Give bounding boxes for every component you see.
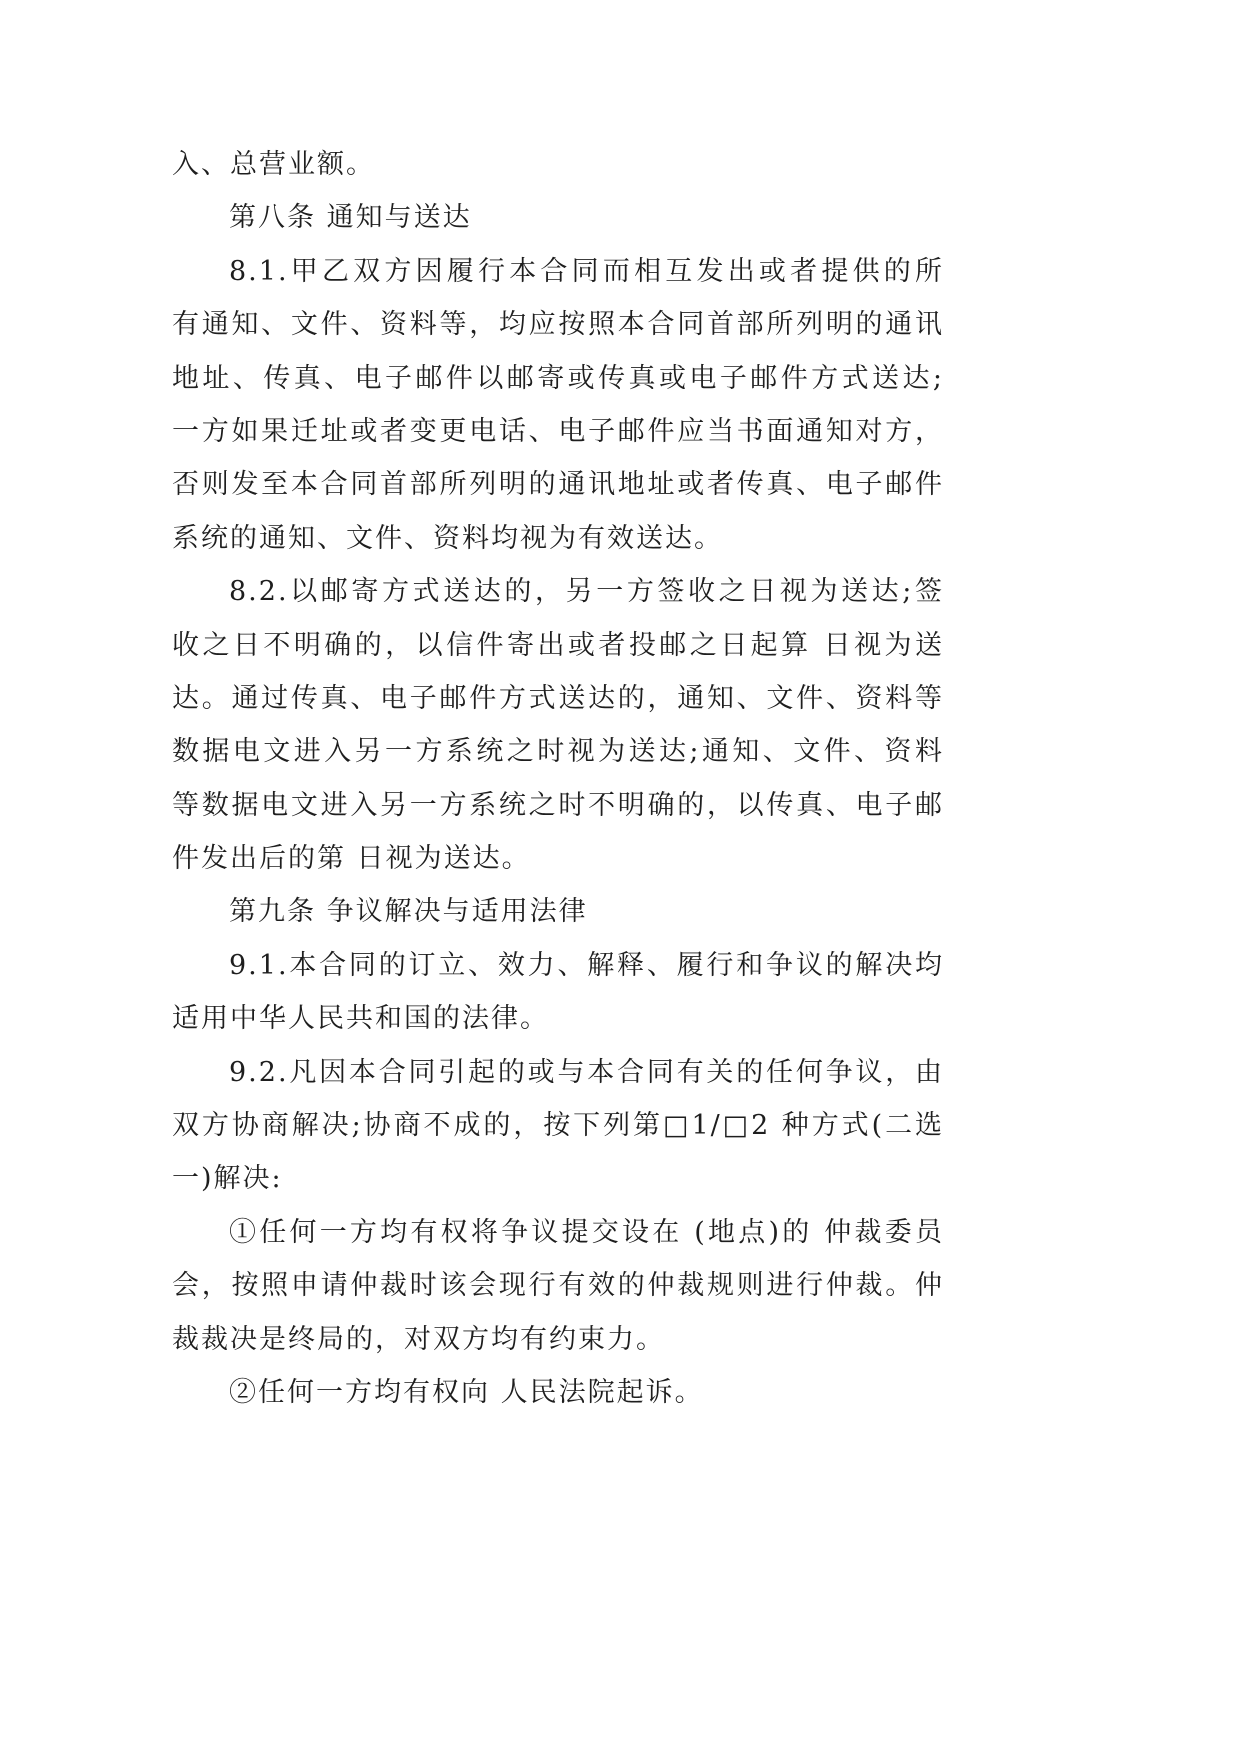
clause-8-2-line: 件发出后的第 日视为送达。 — [172, 843, 531, 875]
option-1-line: 会，按照申请仲裁时该会现行有效的仲裁规则进行仲裁。仲 — [172, 1270, 944, 1302]
document-body — [172, 138, 944, 1419]
clause-9-1-line: 9.1.本合同的订立、效力、解释、履行和争议的解决均 — [229, 949, 944, 981]
clause-9-2 — [172, 1046, 944, 1206]
clause-8-2-line: 数据电文进入另一方系统之时视为送达;通知、文件、资料 — [172, 736, 944, 768]
clause-8-1-line: 系统的通知、文件、资料均视为有效送达。 — [172, 522, 723, 554]
continuation-line: 入、总营业额。 — [172, 149, 375, 180]
article-8-heading: 第八条 通知与送达 — [229, 202, 472, 234]
clause-9-2-line: 一)解决: — [172, 1163, 283, 1195]
clause-8-1-line: 有通知、文件、资料等，均应按照本合同首部所列明的通讯 — [172, 309, 944, 341]
clause-8-1-line: 地址、传真、电子邮件以邮寄或传真或电子邮件方式送达; — [172, 362, 944, 394]
option-1-line: 裁裁决是终局的，对双方均有约束力。 — [172, 1323, 665, 1355]
option-1-line: ①任何一方均有权将争议提交设在 (地点)的 仲裁委员 — [229, 1216, 944, 1248]
clause-8-1-line: 8.1.甲乙双方因履行本合同而相互发出或者提供的所 — [229, 255, 944, 287]
clause-8-2-line: 收之日不明确的，以信件寄出或者投邮之日起算 日视为送 — [172, 629, 944, 661]
clause-9-1-line: 适用中华人民共和国的法律。 — [172, 1003, 549, 1035]
clause-8-1-line: 一方如果迁址或者变更电话、电子邮件应当书面通知对方， — [172, 415, 944, 447]
clause-8-1-line: 否则发至本合同首部所列明的通讯地址或者传真、电子邮件 — [172, 469, 944, 501]
article-9-heading: 第九条 争议解决与适用法律 — [229, 896, 588, 928]
clause-9-2-line: 双方协商解决;协商不成的，按下列第□1/□2 种方式(二选 — [172, 1110, 944, 1142]
clause-8-2-line: 8.2.以邮寄方式送达的，另一方签收之日视为送达;签 — [229, 576, 944, 608]
clause-9-1 — [172, 939, 944, 1046]
option-2-line: ②任何一方均有权向 人民法院起诉。 — [229, 1376, 704, 1408]
clause-8-2 — [172, 565, 944, 885]
clause-8-1 — [172, 245, 944, 565]
option-1-arbitration — [172, 1206, 944, 1366]
option-2-litigation — [172, 1366, 944, 1419]
clause-8-2-line: 达。通过传真、电子邮件方式送达的，通知、文件、资料等 — [172, 682, 944, 714]
clause-9-2-line: 9.2.凡因本合同引起的或与本合同有关的任何争议，由 — [229, 1056, 944, 1088]
clause-8-2-line: 等数据电文进入另一方系统之时不明确的，以传真、电子邮 — [172, 789, 944, 821]
